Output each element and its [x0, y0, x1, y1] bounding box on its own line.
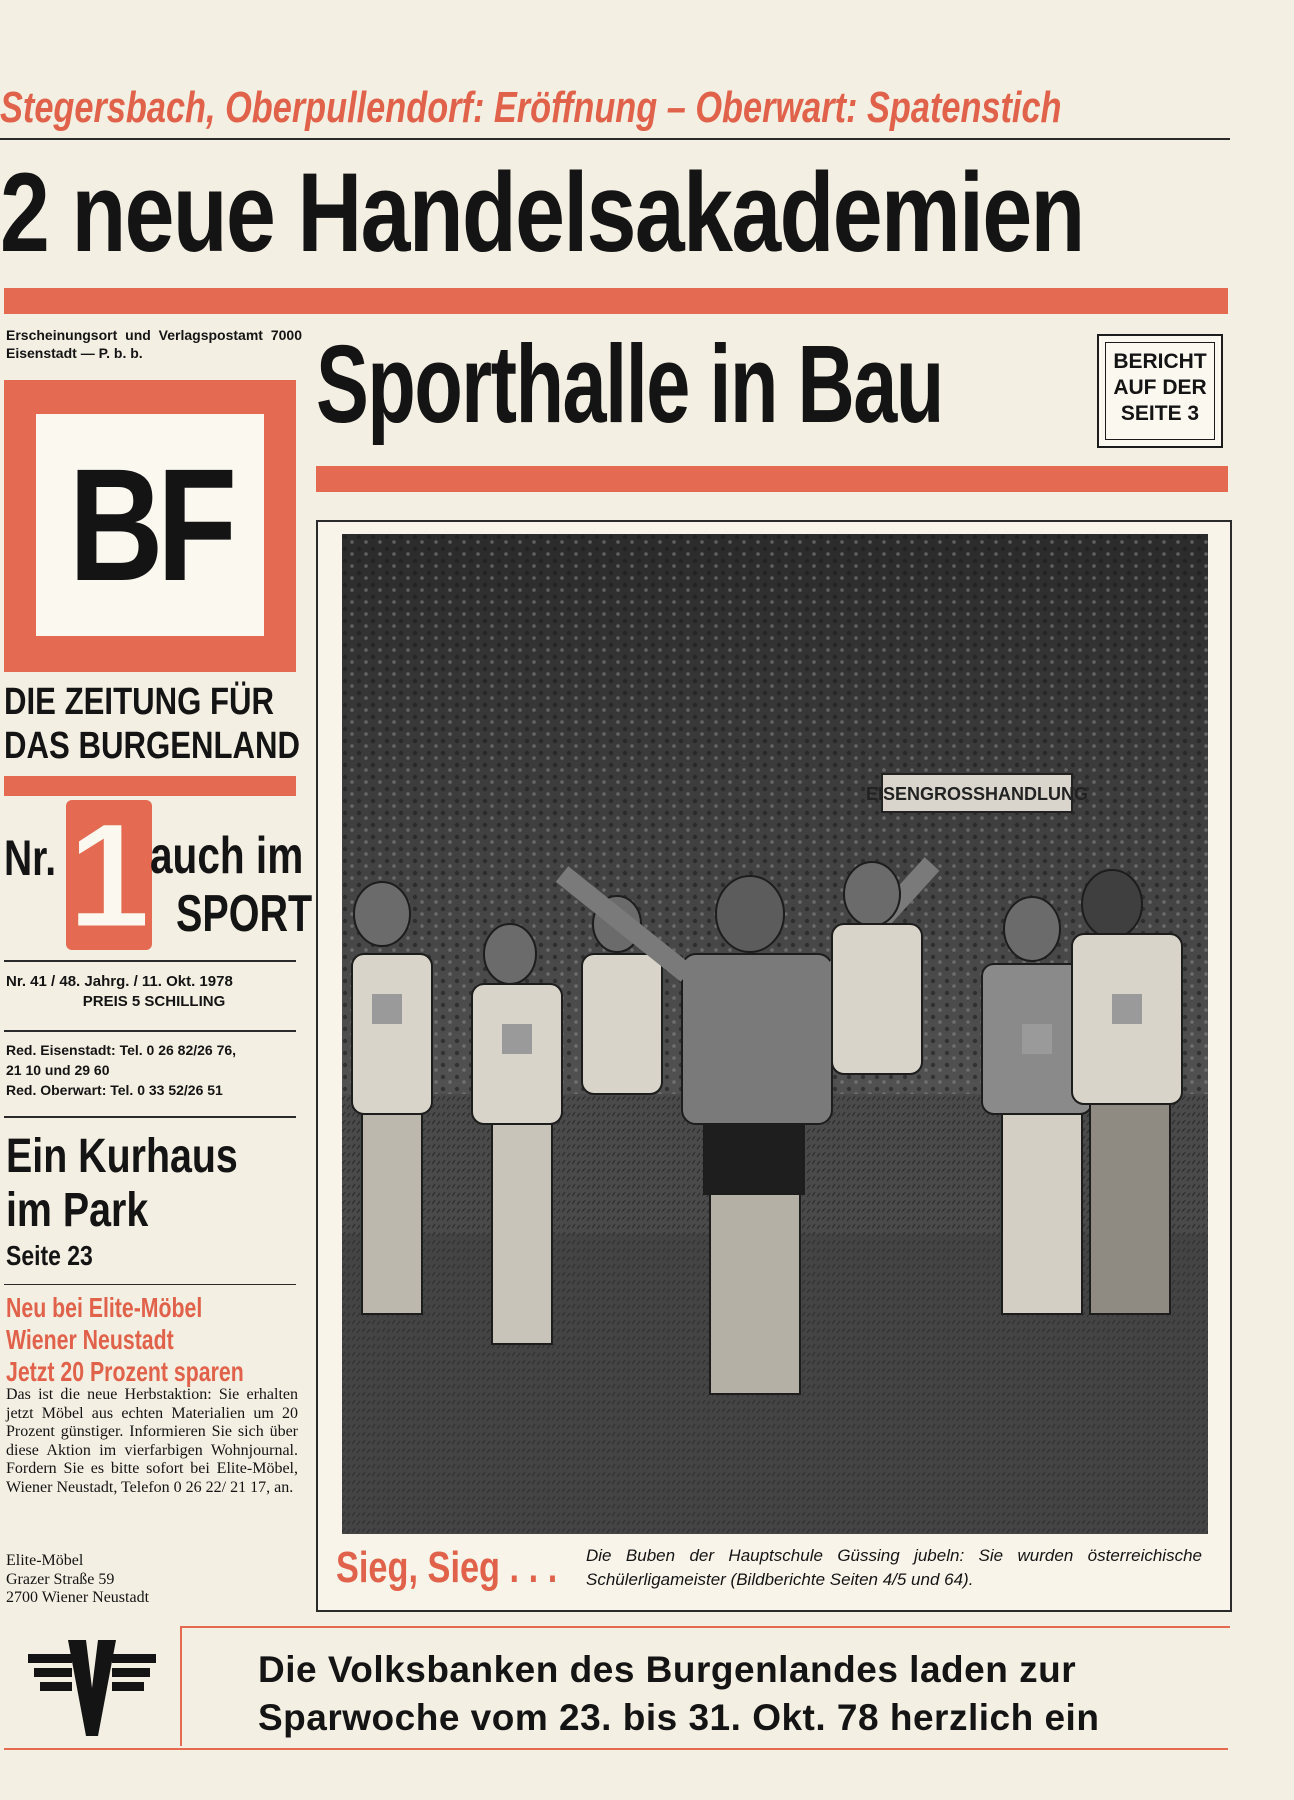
ad-address: Elite-Möbel Grazer Straße 59 2700 Wiener Neustadt: [6, 1552, 150, 1606]
photo-caption-title: Sieg, Sieg . . .: [336, 1543, 558, 1592]
contact-info: Red. Eisenstadt: Tel. 0 26 82/26 76, 21 10 und 29 60 Red. Oberwart: Tel. 0 33 52/26 51: [6, 1042, 237, 1098]
tagline: DIE ZEITUNG FÜR DAS BURGENLAND: [4, 681, 300, 767]
svg-text:EISENGROSSHANDLUNG: EISENGROSSHANDLUNG: [865, 784, 1089, 804]
imprint-text: Erscheinungsort und Verlagspostamt 7000 Eisenstadt — P. b. b.: [6, 327, 302, 361]
ad-headline: Neu bei Elite-Möbel Wiener Neustadt Jetzt 20 Prozent sparen: [6, 1292, 244, 1387]
photo-caption: Die Buben der Hauptschule Güssing jubeln: Sie wurden österreichische Schülerligameister (Bildberichte Seiten 4/5 und 64).: [586, 1546, 1202, 1589]
sub-headline: Sporthalle in Bau: [316, 323, 943, 446]
report-reference-box: BERICHT AUF DER SEITE 3: [1097, 334, 1223, 448]
bank-ad-line1: Die Volksbanken des Burgenlandes laden zur: [258, 1649, 1077, 1690]
divider: [4, 960, 296, 962]
divider: [4, 1748, 1228, 1750]
volksbank-logo-icon: [28, 1640, 156, 1736]
logo-text: BF: [69, 435, 231, 614]
divider: [4, 1030, 296, 1032]
slogan: Nr. 1 auch im SPORT: [4, 791, 313, 959]
divider: [4, 1116, 296, 1118]
ad-body: Das ist die neue Herbstaktion: Sie erhalten jetzt Möbel aus echten Materialien um 20 Prozent günstiger. Informieren Sie sich über diese Aktion im vierfarbigen Wohnjournal. Fordern Sie es bitte sofort bei Elite-Möbel, Wiener Neustadt, Telefon 0 26 22/ 21 17, an.: [6, 1386, 298, 1496]
kicker-line: Stegersbach, Oberpullendorf: Eröffnung – Oberwart: Spatenstich: [0, 83, 1062, 132]
photo-frame: [316, 520, 1232, 1612]
main-headline: 2 neue Handelsakademien: [0, 150, 1084, 275]
red-bar: [4, 288, 1228, 314]
bank-ad: [180, 1626, 1230, 1746]
divider: [4, 1284, 296, 1285]
slogan-number: 1: [67, 791, 151, 959]
bank-ad-line2: Sparwoche vom 23. bis 31. Okt. 78 herzlich ein: [258, 1697, 1100, 1738]
red-bar: [316, 466, 1228, 492]
teaser-headline: Ein Kurhaus im Park: [6, 1130, 238, 1237]
teaser-page: Seite 23: [6, 1240, 93, 1271]
team-celebration-photo: [342, 534, 1208, 1534]
issue-info: Nr. 41 / 48. Jahrg. / 11. Okt. 1978 PREIS 5 SCHILLING: [6, 973, 233, 1010]
divider: [0, 138, 1230, 140]
masthead-logo: [4, 380, 296, 672]
